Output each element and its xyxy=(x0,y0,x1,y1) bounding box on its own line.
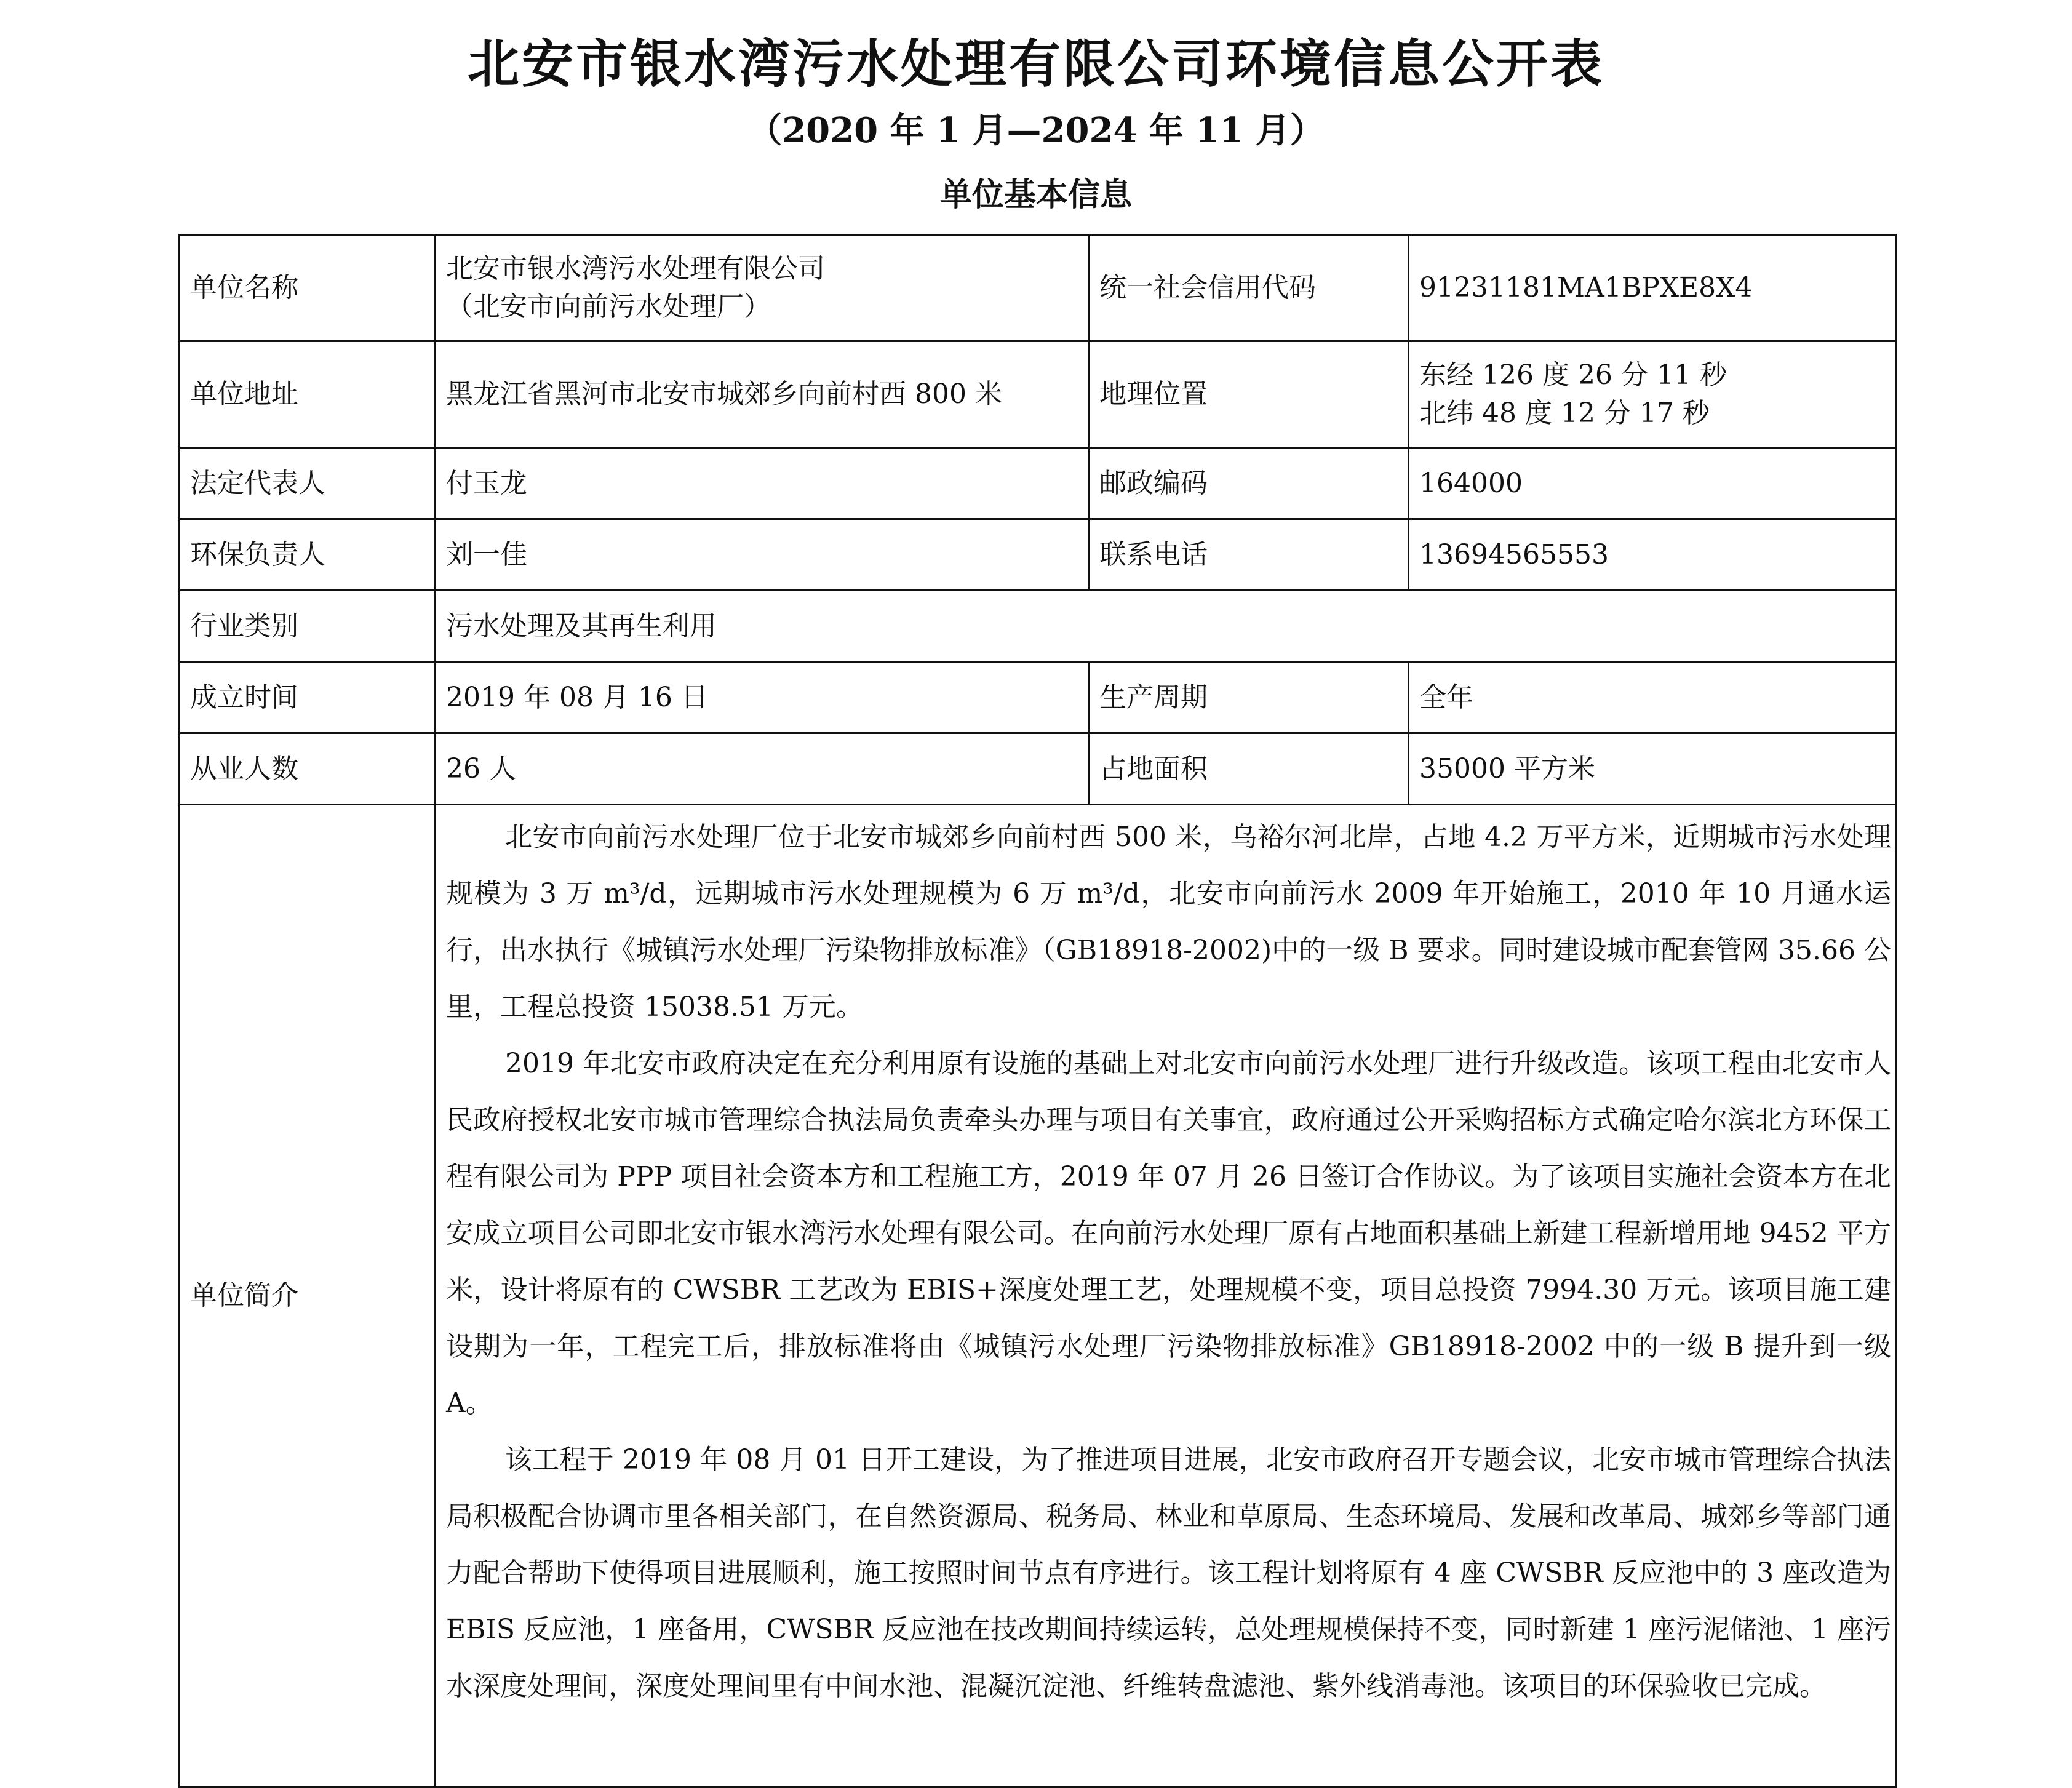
table-row xyxy=(180,235,1896,341)
address-value: 黑龙江省黑河市北安市城郊乡向前村西 800 米 xyxy=(436,341,1089,448)
basic-info-table xyxy=(178,234,1897,1788)
unit-name-line1: 北安市银水湾污水处理有限公司 xyxy=(446,253,825,284)
area-label: 占地面积 xyxy=(1089,733,1409,805)
env-manager-value: 刘一佳 xyxy=(436,519,1089,591)
postcode-label: 邮政编码 xyxy=(1089,448,1409,519)
legal-rep-value: 付玉龙 xyxy=(436,448,1089,519)
founded-label: 成立时间 xyxy=(180,662,436,733)
address-label: 单位地址 xyxy=(180,341,436,448)
table-row xyxy=(180,662,1896,733)
cycle-label: 生产周期 xyxy=(1089,662,1409,733)
geo-value xyxy=(1409,341,1896,448)
table-row xyxy=(180,448,1896,519)
table-row xyxy=(180,805,1896,1787)
cycle-value: 全年 xyxy=(1409,662,1896,733)
unit-name-line2: （北安市向前污水处理厂） xyxy=(446,291,771,322)
date-range-subtitle: （2020 年 1 月—2024 年 11 月） xyxy=(747,110,1325,151)
unit-name-value xyxy=(436,235,1089,341)
postcode-value: 164000 xyxy=(1409,448,1896,519)
staff-value: 26 人 xyxy=(436,733,1089,805)
intro-paragraph: 该工程于 2019 年 08 月 01 日开工建设，为了推进项目进展，北安市政府召开专题会议，北安市城市管理综合执法局积极配合协调市里各相关部门，在自然资源局、税务局、林业和草原局、生态环境局、发展和改革局、城郊乡等部门通力配合帮助下使得项目进展顺利，施工按照时间节点有序进行。该工程计划将原有 4 座 CWSBR 反应池中的 3 座改造为 EBIS 反应池，1 座备用，CWSBR 反应池在技改期间持续运转，总处理规模保持不变，同时新建 1 座污泥储池、1 座污水深度处理间，深度处理间里有中间水池、混凝沉淀池、纤维转盘滤池、紫外线消毒池。该项目的环保验收已完成。 xyxy=(446,1444,1891,1702)
credit-code-value: 91231181MA1BPXE8X4 xyxy=(1409,235,1896,341)
table-row xyxy=(180,733,1896,805)
longitude: 东经 126 度 26 分 11 秒 xyxy=(1419,359,1727,391)
geo-label: 地理位置 xyxy=(1089,341,1409,448)
section-title: 单位基本信息 xyxy=(939,176,1132,214)
intro-paragraph: 2019 年北安市政府决定在充分利用原有设施的基础上对北安市向前污水处理厂进行升级改造。该项工程由北安市人民政府授权北安市城市管理综合执法局负责牵头办理与项目有关事宜，政府通过公开采购招标方式确定哈尔滨北方环保工程有限公司为 PPP 项目社会资本方和工程施工方，2019 年 07 月 26 日签订合作协议。为了该项目实施社会资本方在北安成立项目公司即北安市银水湾污水处理有限公司。在向前污水处理厂原有占地面积基础上新建工程新增用地 9452 平方米，设计将原有的 CWSBR 工艺改为 EBIS+深度处理工艺，处理规模不变，项目总投资 7994.30 万元。该项目施工建设期为一年，工程完工后，排放标准将由《城镇污水处理厂污染物排放标准》GB18918-2002 中的一级 B 提升到一级 A。 xyxy=(446,1048,1891,1419)
intro-content xyxy=(436,805,1896,1787)
legal-rep-label: 法定代表人 xyxy=(180,448,436,519)
industry-label: 行业类别 xyxy=(180,591,436,662)
document-title: 北安市银水湾污水处理有限公司环境信息公开表 xyxy=(467,33,1604,94)
latitude: 北纬 48 度 12 分 17 秒 xyxy=(1419,397,1710,429)
table-row xyxy=(180,591,1896,662)
intro-paragraph: 北安市向前污水处理厂位于北安市城郊乡向前村西 500 米，乌裕尔河北岸，占地 4.2 万平方米，近期城市污水处理规模为 3 万 m³/d，远期城市污水处理规模为 6 万 m³/d，北安市向前污水 2009 年开始施工，2010 年 10 月通水运行，出水执行《城镇污水处理厂污染物排放标准》（GB18918-2002)中的一级 B 要求。同时建设城市配套管网 35.66 公里，工程总投资 15038.51 万元。 xyxy=(446,821,1891,1023)
staff-label: 从业人数 xyxy=(180,733,436,805)
unit-name-label: 单位名称 xyxy=(180,235,436,341)
founded-value: 2019 年 08 月 16 日 xyxy=(436,662,1089,733)
phone-label: 联系电话 xyxy=(1089,519,1409,591)
phone-value: 13694565553 xyxy=(1409,519,1896,591)
intro-label: 单位简介 xyxy=(180,805,436,1787)
table-row xyxy=(180,519,1896,591)
industry-value: 污水处理及其再生利用 xyxy=(436,591,1896,662)
env-manager-label: 环保负责人 xyxy=(180,519,436,591)
credit-code-label: 统一社会信用代码 xyxy=(1089,235,1409,341)
table-row xyxy=(180,341,1896,448)
area-value: 35000 平方米 xyxy=(1409,733,1896,805)
